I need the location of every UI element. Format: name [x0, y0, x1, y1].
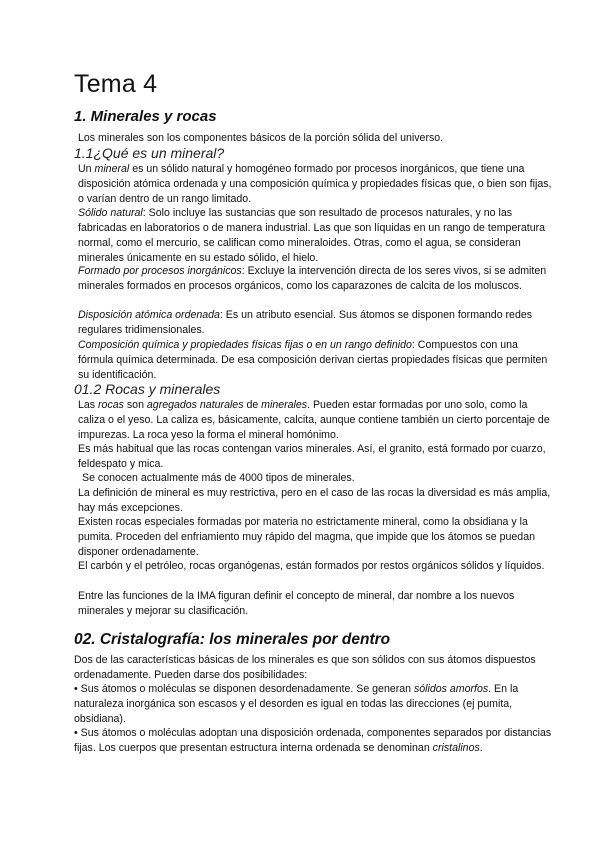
paragraph-solido-natural: Sólido natural: Solo incluye las sustancias que son resultado de procesos naturales, y no las fabricadas en laboratorios o de manera industrial. Las que son líquidas en un rango de temperatura normal, como el mercurio, se califican como mineraloides. Otras, como el agua, se consideran minerales únicamente en su estado sólido, el hielo. [78, 207, 546, 264]
section-intro: Los minerales son los componentes básicos de la porción sólida del universo. [78, 132, 444, 144]
paragraph-disposicion-atomica: Disposición atómica ordenada: Es un atributo esencial. Sus átomos se disponen formando redes regulares tridimensionales. [78, 309, 533, 336]
paragraph-rocas-especiales: Existen rocas especiales formadas por materia no estrictamente mineral, como la obsidiana y la pumita. Proceden del enfriamiento muy rápido del magma, que impide que los átomos se puedan disponer ordenadamente. [78, 516, 535, 558]
paragraph-varios-minerales: Es más habitual que las rocas contengan varios minerales. Así, el granito, está formado por cuarzo, feldespato y mica. [78, 443, 546, 470]
paragraph-carbon-petroleo: El carbón y el petróleo, rocas organógenas, están formados por restos orgánicos sólidos y líquidos. [78, 560, 545, 572]
paragraph-funciones-ima: Entre las funciones de la IMA figuran definir el concepto de mineral, dar nombre a los nuevos minerales y mejorar su clasificación. [78, 590, 515, 617]
section2-intro: Dos de las características básicas de los minerales es que son sólidos con sus átomos dispuestos ordenadamente. Pueden darse dos posibilidades: [74, 654, 536, 681]
paragraph-definicion-restrictiva: La definición de mineral es muy restrictiva, pero en el caso de las rocas la diversidad es más amplia, hay más excepciones. [78, 487, 551, 514]
paragraph-rocas-agregados: Las rocas son agregados naturales de minerales. Pueden estar formadas por uno solo, como la caliza o el yeso. La caliza es, básicamente, calcita, aunque contiene también un cierto porcentaje de impurezas. La roca yeso la forma el mineral homónimo. [78, 399, 550, 441]
subheading-rocas-minerales: 01.2 Rocas y minerales [74, 381, 221, 397]
mineral-definition: Un mineral es un sólido natural y homogéneo formado por procesos inorgánicos, que tiene una disposición atómica ordenada y una composición química y propiedades físicas que, o bien son fijas, o varían dentro de un rango limitado. [78, 163, 552, 205]
paragraph-4000-tipos: Se conocen actualmente más de 4000 tipos de minerales. [82, 472, 355, 484]
section-heading-cristalografia: 02. Cristalografía: los minerales por dentro [74, 631, 391, 648]
paragraph-procesos-inorganicos: Formado por procesos inorgánicos: Excluye la intervención directa de los seres vivos, si se admiten minerales formados en procesos orgánicos, como los caparazones de calcita de los moluscos. [78, 265, 547, 292]
bullet-cristalinos: • Sus átomos o moléculas adoptan una disposición ordenada, componentes separados por distancias fijas. Los cuerpos que presentan estructura interna ordenada se denominan cristalinos. [74, 727, 552, 754]
subheading-que-es-mineral: 1.1¿Qué es un mineral? [74, 145, 225, 161]
bullet-solidos-amorfos: • Sus átomos o moléculas se disponen desordenadamente. Se generan sólidos amorfos. En la naturaleza inorgánica son escasos y el desorden es igual en todas las direcciones (ej pumita, obsidiana). [74, 683, 519, 725]
paragraph-composicion-quimica: Composición química y propiedades físicas fijas o en un rango definido: Compuestos con una fórmula química determinada. De esa composición derivan ciertas propiedades físicas que permiten su identificación. [78, 339, 548, 381]
document-title: Tema 4 [74, 70, 158, 98]
section-heading-minerales-rocas: 1. Minerales y rocas [74, 108, 217, 125]
